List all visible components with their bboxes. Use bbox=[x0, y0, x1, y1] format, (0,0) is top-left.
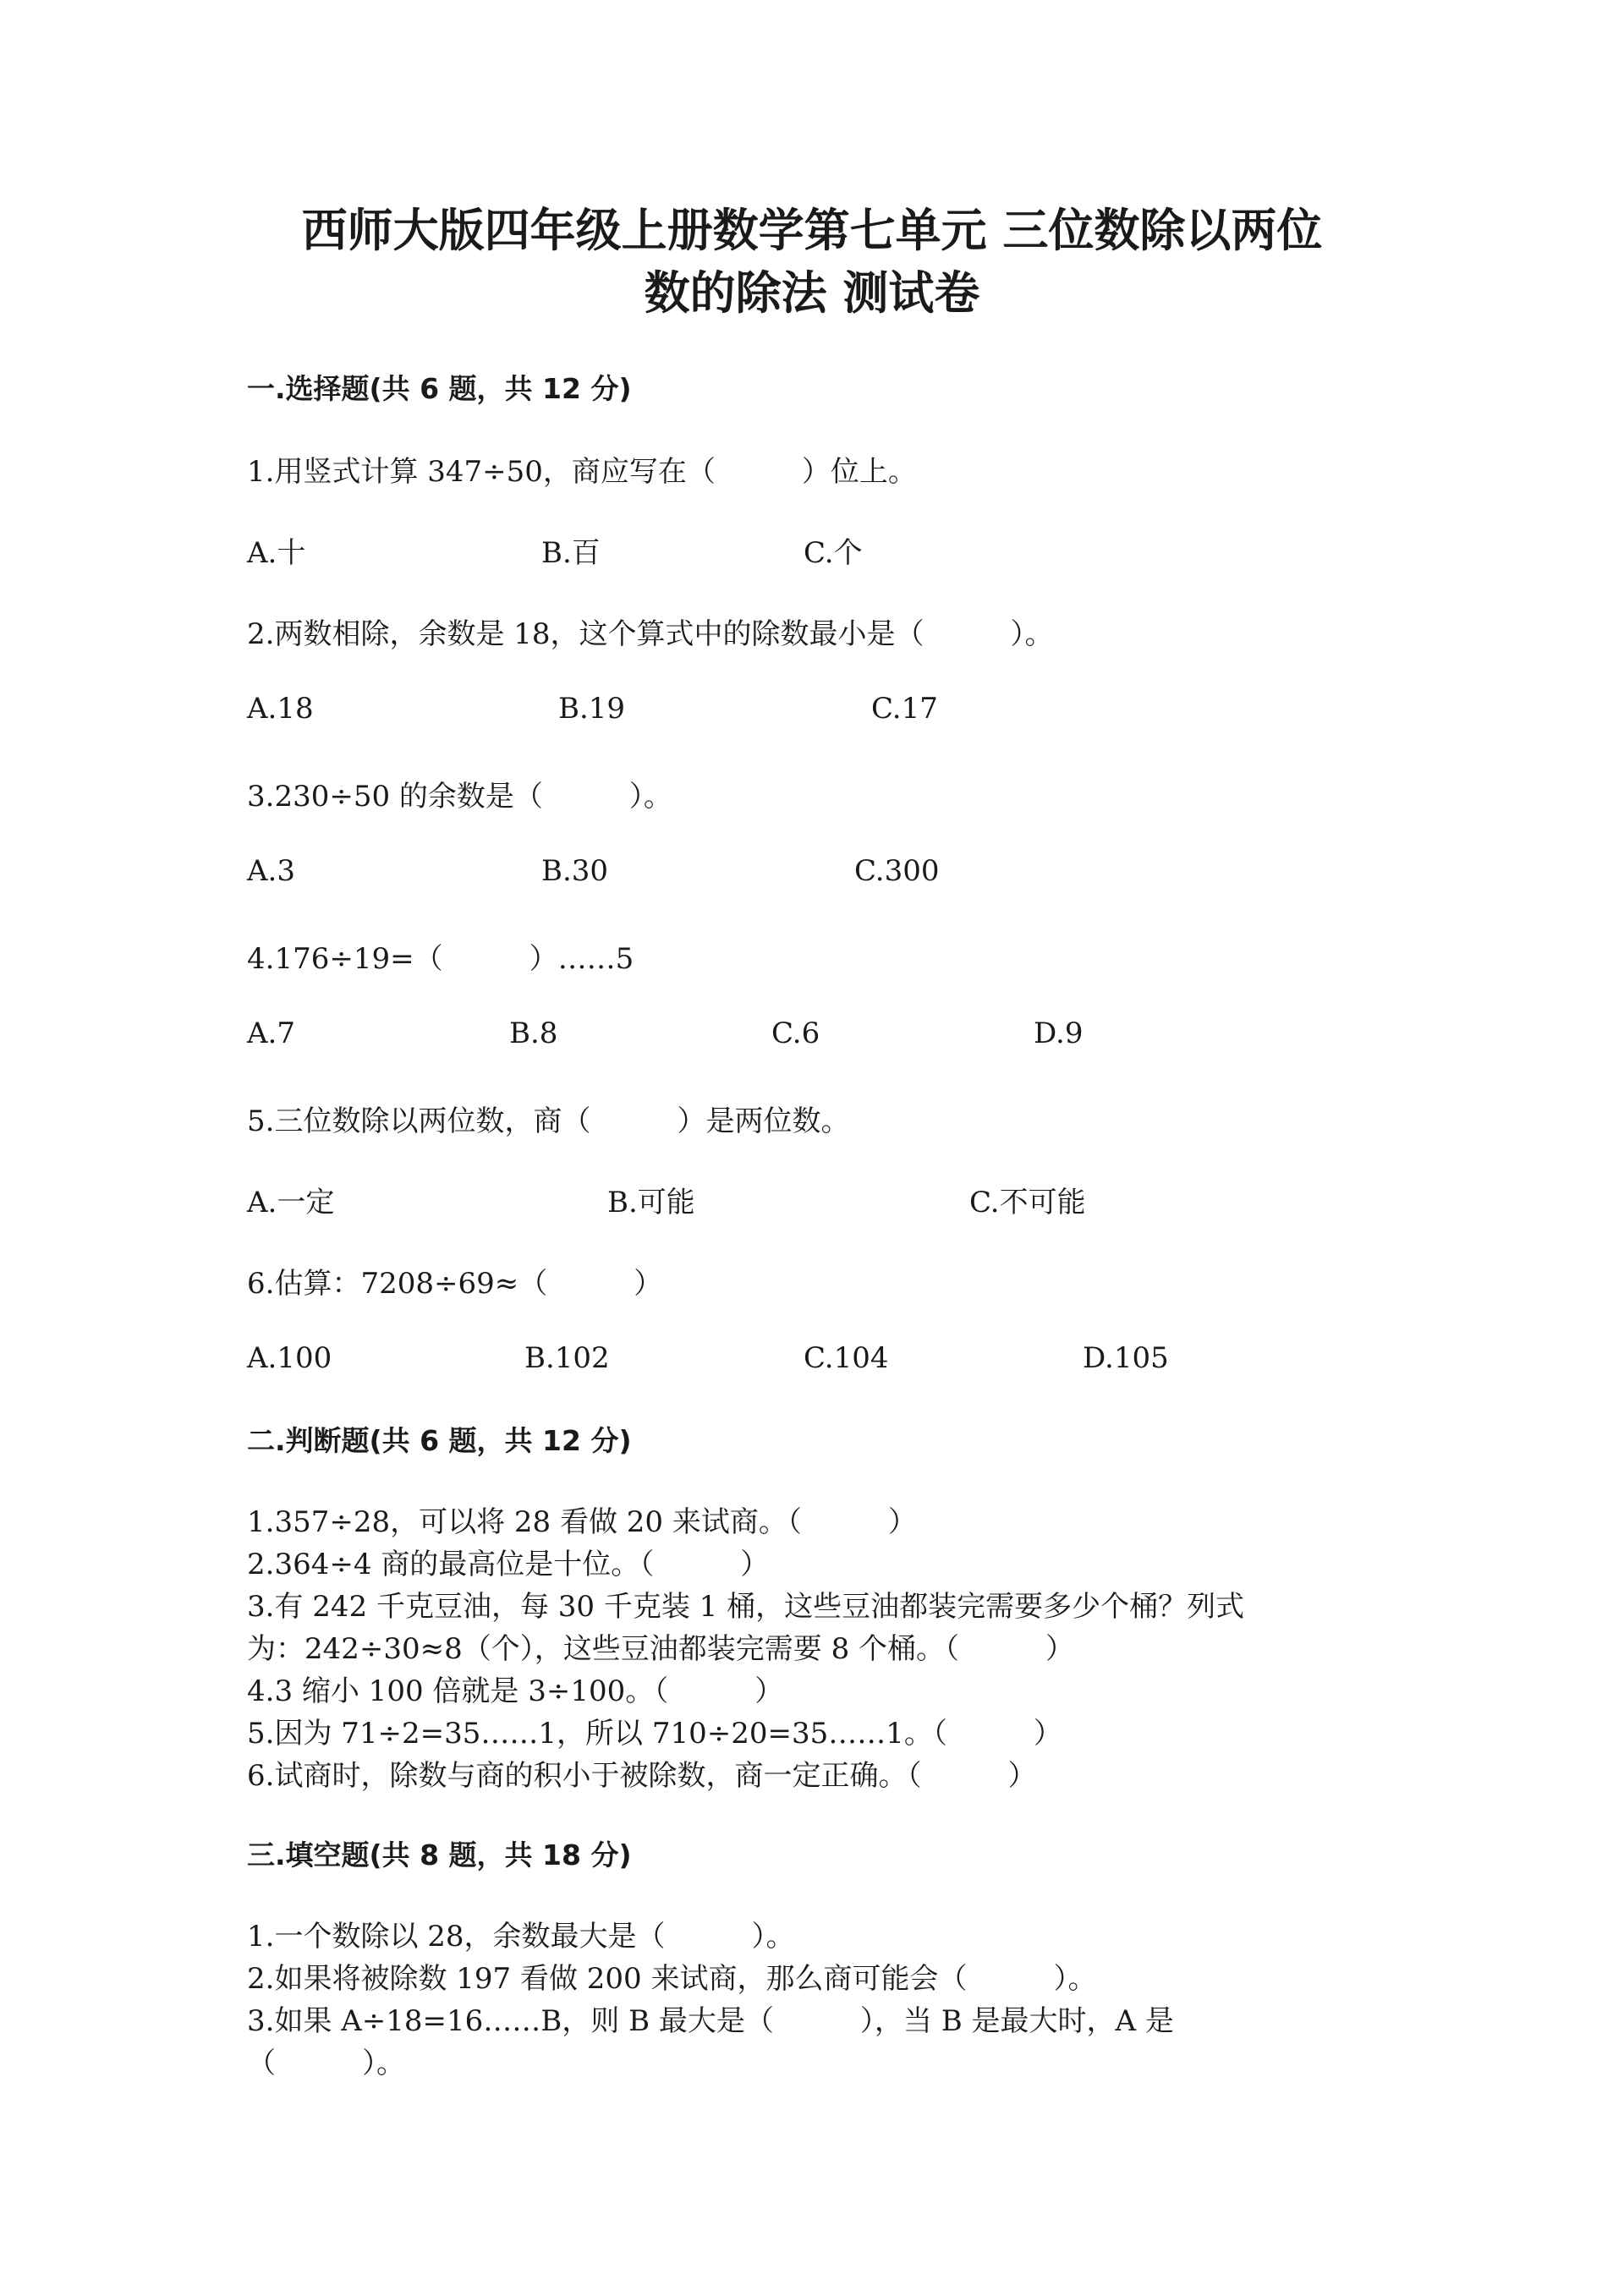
fill-line-3: 3.如果 A÷18=16……B，则 B 最大是（ ），当 B 是最大时，A 是 bbox=[247, 2004, 1174, 2038]
option-3b: B.30 bbox=[541, 854, 609, 888]
option-3c: C.300 bbox=[854, 854, 940, 888]
option-6a: A.100 bbox=[247, 1341, 332, 1375]
option-1a: A.十 bbox=[247, 536, 306, 570]
judge-line-1: 1.357÷28，可以将 28 看做 20 来试商。（ ） bbox=[247, 1505, 917, 1539]
section-heading-choice: 一.选择题(共 6 题，共 12 分) bbox=[247, 372, 632, 405]
option-4a: A.7 bbox=[247, 1016, 295, 1050]
option-6d: D.105 bbox=[1083, 1341, 1169, 1375]
option-5b: B.可能 bbox=[607, 1186, 695, 1219]
option-2b: B.19 bbox=[558, 692, 626, 726]
section-heading-fill: 三.填空题(共 8 题，共 18 分) bbox=[247, 1838, 632, 1871]
section-heading-judge: 二.判断题(共 6 题，共 12 分) bbox=[247, 1424, 632, 1457]
option-6b: B.102 bbox=[524, 1341, 610, 1375]
fill-line-1: 1.一个数除以 28，余数最大是（ ）。 bbox=[247, 1920, 795, 1954]
option-2c: C.17 bbox=[871, 692, 938, 726]
question-4: 4.176÷19=（ ）……5 bbox=[247, 942, 634, 976]
judge-line-2: 2.364÷4 商的最高位是十位。（ ） bbox=[247, 1548, 770, 1581]
option-5a: A.一定 bbox=[247, 1186, 335, 1219]
option-5c: C.不可能 bbox=[969, 1186, 1086, 1219]
judge-line-4: 4.3 缩小 100 倍就是 3÷100。（ ） bbox=[247, 1674, 784, 1708]
option-4c: C.6 bbox=[771, 1016, 820, 1050]
judge-line-6: 6.试商时，除数与商的积小于被除数，商一定正确。（ ） bbox=[247, 1759, 1037, 1793]
question-1: 1.用竖式计算 347÷50，商应写在（ ）位上。 bbox=[247, 455, 917, 489]
option-4d: D.9 bbox=[1034, 1016, 1084, 1050]
option-6c: C.104 bbox=[804, 1341, 889, 1375]
option-2a: A.18 bbox=[247, 692, 314, 726]
option-1b: B.百 bbox=[541, 536, 601, 570]
judge-line-3: 3.有 242 千克豆油，每 30 千克装 1 桶，这些豆油都装完需要多少个桶？列式 bbox=[247, 1590, 1245, 1624]
question-6: 6.估算：7208÷69≈（ ） bbox=[247, 1267, 663, 1301]
judge-line-5: 5.因为 71÷2=35……1，所以 710÷20=35……1。（ ） bbox=[247, 1717, 1062, 1751]
option-4b: B.8 bbox=[509, 1016, 558, 1050]
page-title-line1: 西师大版四年级上册数学第七单元 三位数除以两位 bbox=[301, 204, 1323, 257]
question-5: 5.三位数除以两位数，商（ ）是两位数。 bbox=[247, 1104, 850, 1138]
option-3a: A.3 bbox=[247, 854, 295, 888]
question-3: 3.230÷50 的余数是（ ）。 bbox=[247, 780, 672, 814]
fill-line-2: 2.如果将被除数 197 看做 200 来试商，那么商可能会（ ）。 bbox=[247, 1962, 1097, 1996]
judge-line-3-cont: 为：242÷30≈8（个），这些豆油都装完需要 8 个桶。（ ） bbox=[247, 1632, 1075, 1666]
fill-line-3-cont: （ ）。 bbox=[247, 2047, 405, 2080]
question-2: 2.两数相除，余数是 18，这个算式中的除数最小是（ ）。 bbox=[247, 617, 1054, 651]
option-1c: C.个 bbox=[804, 536, 863, 570]
page-title-line2: 数的除法 测试卷 bbox=[644, 266, 980, 320]
